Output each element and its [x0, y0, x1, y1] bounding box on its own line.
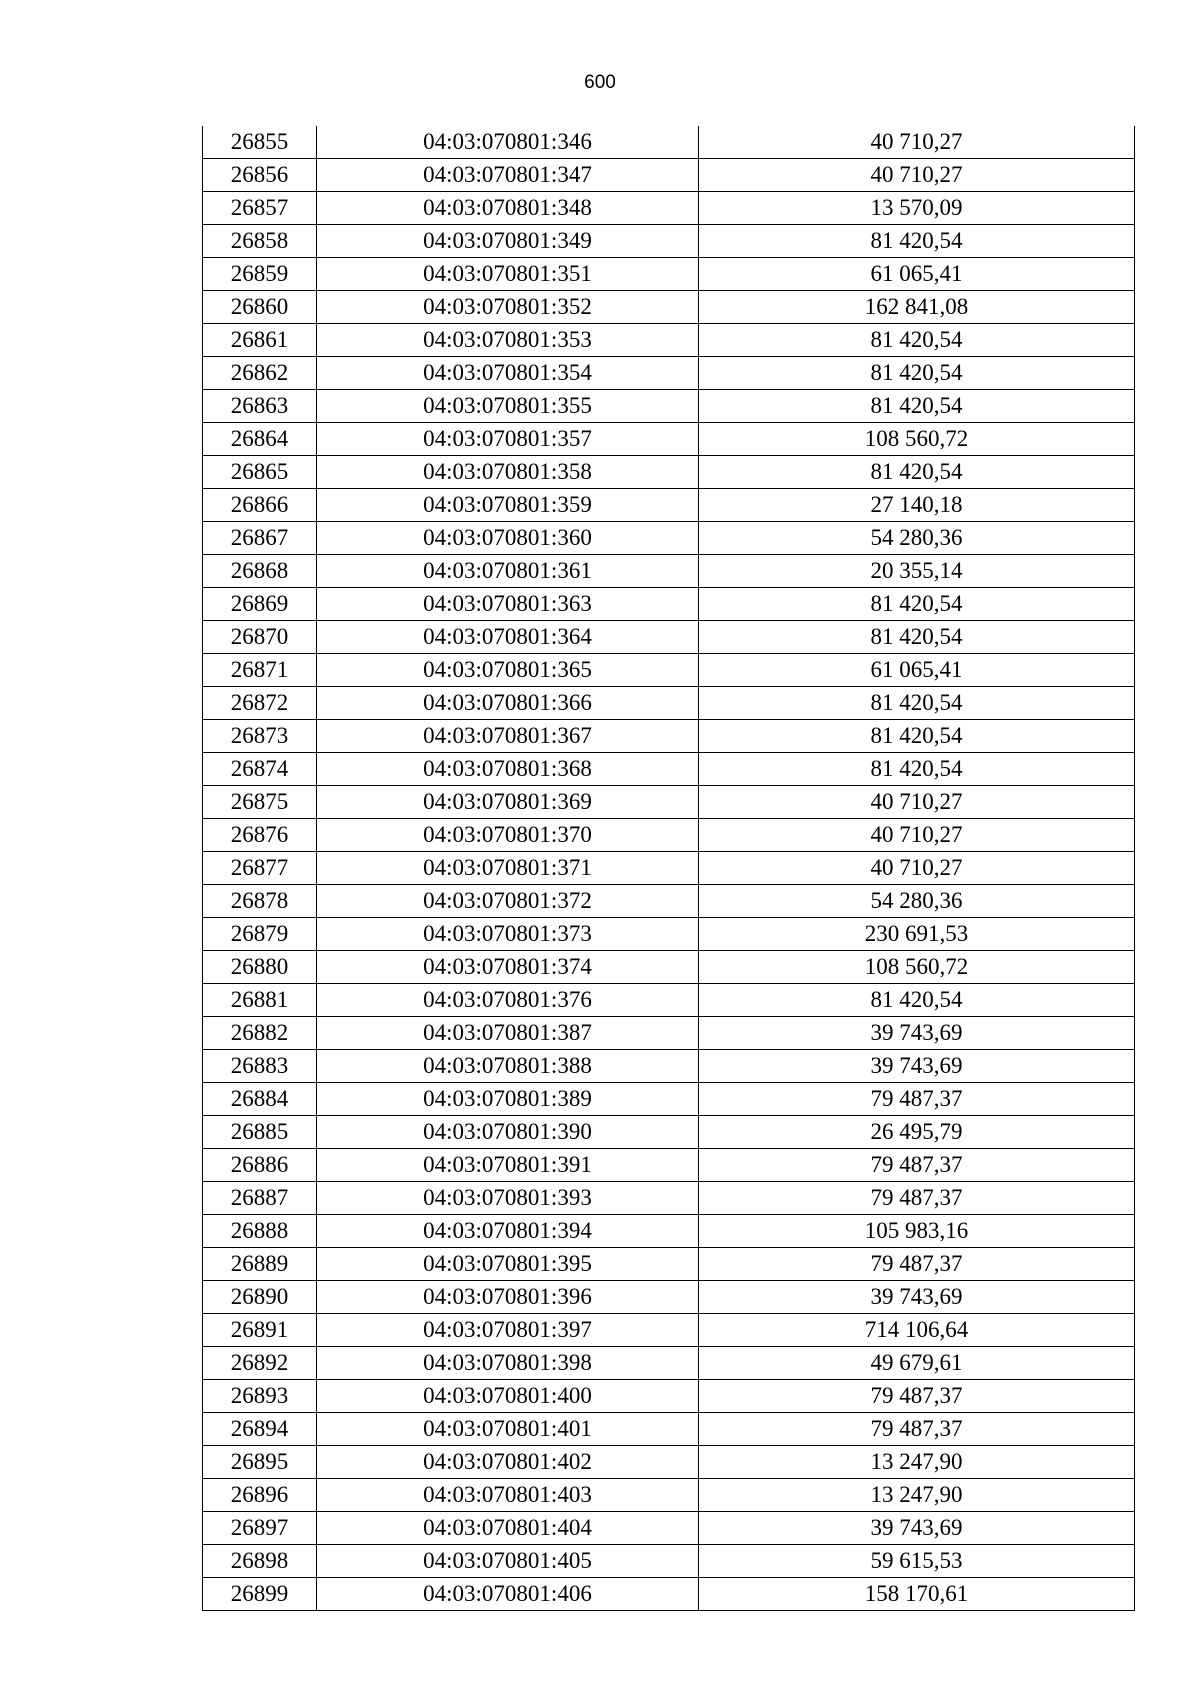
table-row [203, 819, 1135, 852]
cadastral-number-cell: 04:03:070801:376 [317, 984, 699, 1017]
cadastral-number-cell: 04:03:070801:404 [317, 1512, 699, 1545]
row-number-cell: 26890 [203, 1281, 317, 1314]
cadastral-number-cell: 04:03:070801:353 [317, 324, 699, 357]
row-number-cell: 26871 [203, 654, 317, 687]
cadastral-number-cell: 04:03:070801:388 [317, 1050, 699, 1083]
table-row [203, 225, 1135, 258]
row-number-cell: 26882 [203, 1017, 317, 1050]
value-cell: 81 420,54 [699, 324, 1135, 357]
row-number-cell: 26881 [203, 984, 317, 1017]
cadastral-number-cell: 04:03:070801:373 [317, 918, 699, 951]
row-number-cell: 26888 [203, 1215, 317, 1248]
row-number-cell: 26886 [203, 1149, 317, 1182]
row-number-cell: 26880 [203, 951, 317, 984]
cadastral-number-cell: 04:03:070801:368 [317, 753, 699, 786]
cadastral-number-cell: 04:03:070801:364 [317, 621, 699, 654]
cadastral-number-cell: 04:03:070801:370 [317, 819, 699, 852]
row-number-cell: 26855 [203, 126, 317, 159]
cadastral-number-cell: 04:03:070801:403 [317, 1479, 699, 1512]
cadastral-number-cell: 04:03:070801:369 [317, 786, 699, 819]
cadastral-number-cell: 04:03:070801:349 [317, 225, 699, 258]
table-row [203, 1182, 1135, 1215]
table-row [203, 1446, 1135, 1479]
table-row [203, 654, 1135, 687]
cadastral-number-cell: 04:03:070801:389 [317, 1083, 699, 1116]
value-cell: 39 743,69 [699, 1050, 1135, 1083]
row-number-cell: 26859 [203, 258, 317, 291]
row-number-cell: 26860 [203, 291, 317, 324]
table-row [203, 1413, 1135, 1446]
value-cell: 105 983,16 [699, 1215, 1135, 1248]
row-number-cell: 26858 [203, 225, 317, 258]
value-cell: 40 710,27 [699, 126, 1135, 159]
value-cell: 26 495,79 [699, 1116, 1135, 1149]
cadastral-number-cell: 04:03:070801:363 [317, 588, 699, 621]
row-number-cell: 26897 [203, 1512, 317, 1545]
value-cell: 13 247,90 [699, 1446, 1135, 1479]
cadastral-number-cell: 04:03:070801:346 [317, 126, 699, 159]
value-cell: 714 106,64 [699, 1314, 1135, 1347]
cadastral-number-cell: 04:03:070801:354 [317, 357, 699, 390]
table-row [203, 489, 1135, 522]
table-row [203, 1050, 1135, 1083]
value-cell: 81 420,54 [699, 720, 1135, 753]
value-cell: 79 487,37 [699, 1083, 1135, 1116]
table-row [203, 1083, 1135, 1116]
table-row [203, 1578, 1135, 1611]
table-row [203, 984, 1135, 1017]
row-number-cell: 26865 [203, 456, 317, 489]
cadastral-number-cell: 04:03:070801:406 [317, 1578, 699, 1611]
table-row [203, 1116, 1135, 1149]
cadastral-number-cell: 04:03:070801:348 [317, 192, 699, 225]
value-cell: 79 487,37 [699, 1413, 1135, 1446]
table-row [203, 192, 1135, 225]
table-row [203, 357, 1135, 390]
value-cell: 61 065,41 [699, 258, 1135, 291]
cadastral-number-cell: 04:03:070801:358 [317, 456, 699, 489]
value-cell: 162 841,08 [699, 291, 1135, 324]
table-row [203, 918, 1135, 951]
row-number-cell: 26864 [203, 423, 317, 456]
cadastral-number-cell: 04:03:070801:394 [317, 1215, 699, 1248]
table-row [203, 885, 1135, 918]
table-row [203, 1281, 1135, 1314]
row-number-cell: 26867 [203, 522, 317, 555]
value-cell: 54 280,36 [699, 885, 1135, 918]
page-number: 600 [584, 72, 616, 93]
row-number-cell: 26878 [203, 885, 317, 918]
row-number-cell: 26866 [203, 489, 317, 522]
cadastral-number-cell: 04:03:070801:402 [317, 1446, 699, 1479]
cadastral-number-cell: 04:03:070801:361 [317, 555, 699, 588]
row-number-cell: 26863 [203, 390, 317, 423]
cadastral-number-cell: 04:03:070801:371 [317, 852, 699, 885]
table-row [203, 753, 1135, 786]
value-cell: 13 570,09 [699, 192, 1135, 225]
table-row [203, 522, 1135, 555]
row-number-cell: 26879 [203, 918, 317, 951]
table-row [203, 1314, 1135, 1347]
value-cell: 39 743,69 [699, 1017, 1135, 1050]
value-cell: 13 247,90 [699, 1479, 1135, 1512]
row-number-cell: 26884 [203, 1083, 317, 1116]
value-cell: 81 420,54 [699, 357, 1135, 390]
row-number-cell: 26873 [203, 720, 317, 753]
row-number-cell: 26895 [203, 1446, 317, 1479]
table-row [203, 588, 1135, 621]
table-row [203, 720, 1135, 753]
row-number-cell: 26868 [203, 555, 317, 588]
table-row [203, 1017, 1135, 1050]
value-cell: 108 560,72 [699, 423, 1135, 456]
cadastral-number-cell: 04:03:070801:387 [317, 1017, 699, 1050]
cadastral-number-cell: 04:03:070801:366 [317, 687, 699, 720]
row-number-cell: 26862 [203, 357, 317, 390]
value-cell: 40 710,27 [699, 159, 1135, 192]
cadastral-number-cell: 04:03:070801:359 [317, 489, 699, 522]
row-number-cell: 26870 [203, 621, 317, 654]
value-cell: 81 420,54 [699, 621, 1135, 654]
row-number-cell: 26893 [203, 1380, 317, 1413]
row-number-cell: 26875 [203, 786, 317, 819]
value-cell: 61 065,41 [699, 654, 1135, 687]
table-row [203, 291, 1135, 324]
table-row [203, 1545, 1135, 1578]
cadastral-number-cell: 04:03:070801:400 [317, 1380, 699, 1413]
cadastral-number-cell: 04:03:070801:396 [317, 1281, 699, 1314]
value-cell: 20 355,14 [699, 555, 1135, 588]
row-number-cell: 26883 [203, 1050, 317, 1083]
table-row [203, 1479, 1135, 1512]
value-cell: 27 140,18 [699, 489, 1135, 522]
table-row [203, 1215, 1135, 1248]
row-number-cell: 26857 [203, 192, 317, 225]
row-number-cell: 26889 [203, 1248, 317, 1281]
cadastral-number-cell: 04:03:070801:357 [317, 423, 699, 456]
value-cell: 39 743,69 [699, 1512, 1135, 1545]
table-row [203, 258, 1135, 291]
value-cell: 79 487,37 [699, 1149, 1135, 1182]
value-cell: 49 679,61 [699, 1347, 1135, 1380]
cadastral-number-cell: 04:03:070801:372 [317, 885, 699, 918]
table-row [203, 159, 1135, 192]
row-number-cell: 26877 [203, 852, 317, 885]
cadastral-number-cell: 04:03:070801:391 [317, 1149, 699, 1182]
row-number-cell: 26896 [203, 1479, 317, 1512]
value-cell: 39 743,69 [699, 1281, 1135, 1314]
value-cell: 81 420,54 [699, 984, 1135, 1017]
value-cell: 40 710,27 [699, 852, 1135, 885]
row-number-cell: 26887 [203, 1182, 317, 1215]
row-number-cell: 26894 [203, 1413, 317, 1446]
cadastral-number-cell: 04:03:070801:401 [317, 1413, 699, 1446]
row-number-cell: 26885 [203, 1116, 317, 1149]
table-row [203, 456, 1135, 489]
value-cell: 230 691,53 [699, 918, 1135, 951]
value-cell: 108 560,72 [699, 951, 1135, 984]
table-row [203, 555, 1135, 588]
cadastral-number-cell: 04:03:070801:360 [317, 522, 699, 555]
cadastral-number-cell: 04:03:070801:355 [317, 390, 699, 423]
row-number-cell: 26898 [203, 1545, 317, 1578]
table-body [203, 126, 1135, 1611]
table-row [203, 1248, 1135, 1281]
table-row [203, 1347, 1135, 1380]
cadastral-number-cell: 04:03:070801:405 [317, 1545, 699, 1578]
table-row [203, 852, 1135, 885]
table-row [203, 324, 1135, 357]
table-row [203, 621, 1135, 654]
value-cell: 40 710,27 [699, 819, 1135, 852]
value-cell: 54 280,36 [699, 522, 1135, 555]
row-number-cell: 26899 [203, 1578, 317, 1611]
cadastral-number-cell: 04:03:070801:397 [317, 1314, 699, 1347]
cadastral-number-cell: 04:03:070801:374 [317, 951, 699, 984]
value-cell: 59 615,53 [699, 1545, 1135, 1578]
value-cell: 81 420,54 [699, 456, 1135, 489]
cadastral-number-cell: 04:03:070801:393 [317, 1182, 699, 1215]
table-row [203, 126, 1135, 159]
cadastral-number-cell: 04:03:070801:351 [317, 258, 699, 291]
table-row [203, 687, 1135, 720]
row-number-cell: 26861 [203, 324, 317, 357]
table-row [203, 786, 1135, 819]
row-number-cell: 26872 [203, 687, 317, 720]
cadastral-value-table [202, 126, 1135, 1611]
row-number-cell: 26869 [203, 588, 317, 621]
cadastral-number-cell: 04:03:070801:365 [317, 654, 699, 687]
cadastral-number-cell: 04:03:070801:395 [317, 1248, 699, 1281]
value-cell: 81 420,54 [699, 390, 1135, 423]
value-cell: 79 487,37 [699, 1248, 1135, 1281]
value-cell: 40 710,27 [699, 786, 1135, 819]
cadastral-number-cell: 04:03:070801:398 [317, 1347, 699, 1380]
table-row [203, 951, 1135, 984]
table-row [203, 1512, 1135, 1545]
table-row [203, 423, 1135, 456]
table-row [203, 390, 1135, 423]
row-number-cell: 26892 [203, 1347, 317, 1380]
value-cell: 158 170,61 [699, 1578, 1135, 1611]
cadastral-number-cell: 04:03:070801:390 [317, 1116, 699, 1149]
row-number-cell: 26874 [203, 753, 317, 786]
value-cell: 81 420,54 [699, 588, 1135, 621]
cadastral-number-cell: 04:03:070801:352 [317, 291, 699, 324]
value-cell: 79 487,37 [699, 1182, 1135, 1215]
value-cell: 79 487,37 [699, 1380, 1135, 1413]
row-number-cell: 26856 [203, 159, 317, 192]
table-row [203, 1149, 1135, 1182]
value-cell: 81 420,54 [699, 687, 1135, 720]
table-row [203, 1380, 1135, 1413]
row-number-cell: 26876 [203, 819, 317, 852]
cadastral-number-cell: 04:03:070801:347 [317, 159, 699, 192]
value-cell: 81 420,54 [699, 753, 1135, 786]
row-number-cell: 26891 [203, 1314, 317, 1347]
value-cell: 81 420,54 [699, 225, 1135, 258]
cadastral-number-cell: 04:03:070801:367 [317, 720, 699, 753]
